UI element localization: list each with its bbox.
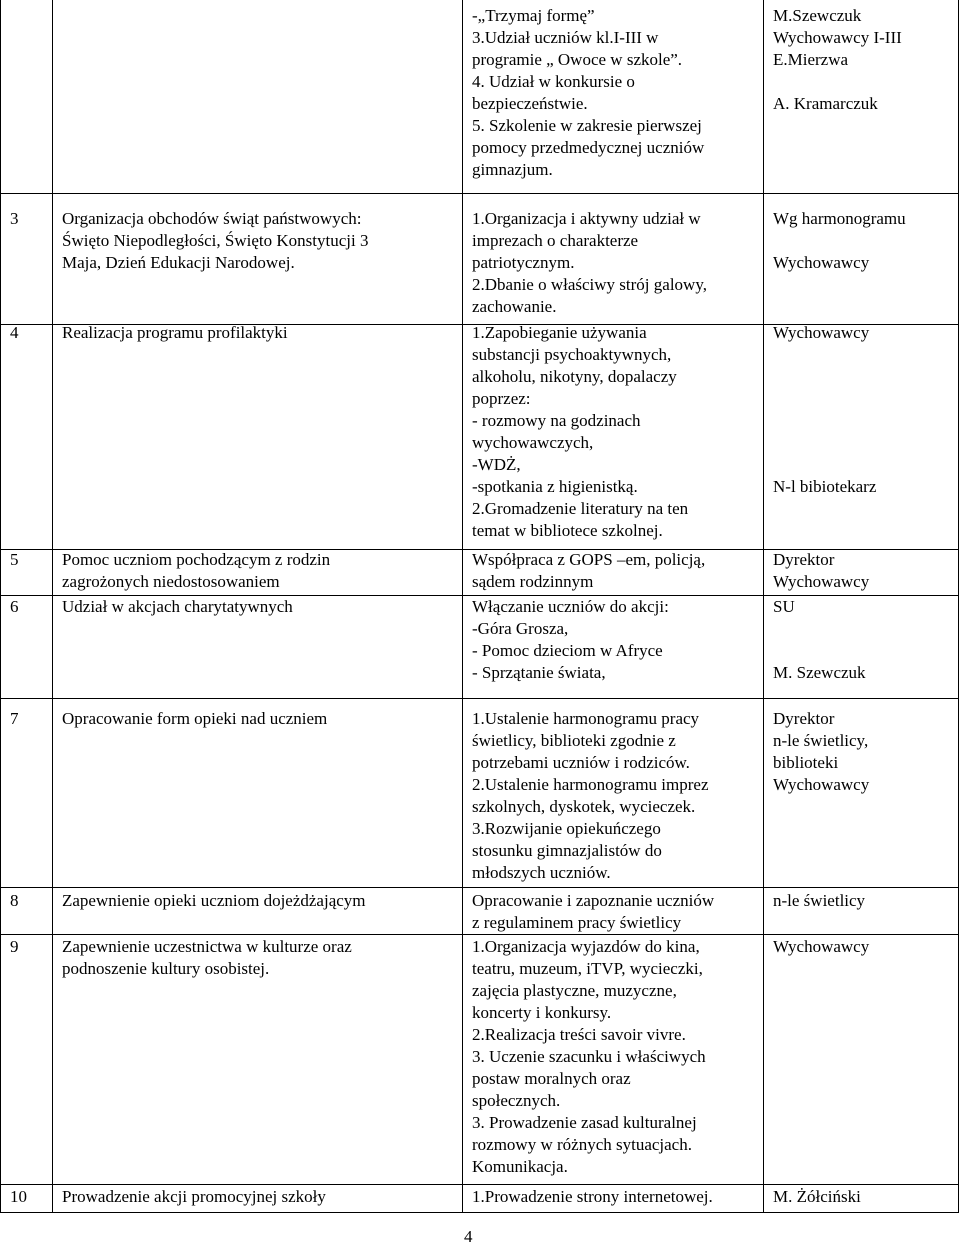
table-border-left <box>0 0 1 1213</box>
row-number: 3 <box>10 209 19 228</box>
row-divider <box>0 698 959 699</box>
row-divider <box>0 887 959 888</box>
row-responsible: Wychowawcy <box>773 937 870 956</box>
row-task: Realizacja programu profilaktyki <box>62 323 288 342</box>
row-description: 1.Zapobieganie używania substancji psychoaktywnych, alkoholu, nikotyny, dopalaczy poprzez: - rozmowy na godzinach wychowawczych, -WDŻ, -spotkania z higienistką. 2.Gromadzenie literatury na ten temat w bibliotece szkolnej. <box>472 323 689 540</box>
table-border-bottom <box>0 1212 959 1213</box>
row-divider <box>0 193 959 194</box>
row-description: Współpraca z GOPS –em, policją, sądem rodzinnym <box>472 550 706 591</box>
row-task: Organizacja obchodów świąt państwowych: Święto Niepodległości, Święto Konstytucji 3 Maja, Dzień Edukacji Narodowej. <box>62 209 369 272</box>
row-number: 9 <box>10 937 19 956</box>
table-border-right <box>958 0 959 1213</box>
row-responsible: SU M. Szewczuk <box>773 597 866 682</box>
row-task: Udział w akcjach charytatywnych <box>62 597 293 616</box>
row-number: 6 <box>10 597 19 616</box>
row-responsible: M.Szewczuk Wychowawcy I-III E.Mierzwa A. Kramarczuk <box>773 6 902 113</box>
row-number: 7 <box>10 709 19 728</box>
row-description: Opracowanie i zapoznanie uczniów z regulaminem pracy świetlicy <box>472 891 715 932</box>
row-description: 1.Ustalenie harmonogramu pracy świetlicy, biblioteki zgodnie z potrzebami uczniów i rodziców. 2.Ustalenie harmonogramu imprez szkolnych, dyskotek, wycieczek. 3.Rozwijanie opiekuńczego stosunku gimnazjalistów do młodszych uczniów. <box>472 709 709 882</box>
row-number: 10 <box>10 1187 27 1206</box>
row-number: 8 <box>10 891 19 910</box>
row-task: Zapewnienie uczestnictwa w kulturze oraz podnoszenie kultury osobistej. <box>62 937 352 978</box>
column-divider <box>763 0 764 1213</box>
row-responsible: n-le świetlicy <box>773 891 866 910</box>
row-task: Zapewnienie opieki uczniom dojeżdżającym <box>62 891 366 910</box>
row-responsible: Dyrektor n-le świetlicy, biblioteki Wychowawcy <box>773 709 870 794</box>
row-task: Opracowanie form opieki nad uczniem <box>62 709 328 728</box>
row-description: 1.Prowadzenie strony internetowej. <box>472 1187 713 1206</box>
row-description: 1.Organizacja i aktywny udział w imprezach o charakterze patriotycznym. 2.Dbanie o właściwy strój galowy, zachowanie. <box>472 209 707 316</box>
row-description: 1.Organizacja wyjazdów do kina, teatru, muzeum, iTVP, wycieczki, zajęcia plastyczne, muzyczne, koncerty i konkursy. 2.Realizacja treści savoir vivre. 3. Uczenie szacunku i właściwych postaw moralnych oraz społecznych. 3. Prowadzenie zasad kulturalnej rozmowy w różnych sytuacjach. Komunikacja. <box>472 937 706 1176</box>
row-task: Prowadzenie akcji promocyjnej szkoły <box>62 1187 326 1206</box>
row-description: -„Trzymaj formę” 3.Udział uczniów kl.I-III w programie „ Owoce w szkole”. 4. Udział w konkursie o bezpieczeństwie. 5. Szkolenie w zakresie pierwszej pomocy przedmedycznej uczniów gimnazjum. <box>472 6 705 179</box>
row-responsible: Wg harmonogramu Wychowawcy <box>773 209 906 272</box>
row-divider <box>0 1184 959 1185</box>
row-divider <box>0 934 959 935</box>
row-number: 4 <box>10 323 19 342</box>
row-number: 5 <box>10 550 19 569</box>
row-responsible: M. Żółciński <box>773 1187 861 1206</box>
column-divider <box>462 0 463 1213</box>
column-divider <box>52 0 53 1213</box>
row-description: Włączanie uczniów do akcji: -Góra Grosza, - Pomoc dzieciom w Afryce - Sprzątanie świata, <box>472 597 669 682</box>
row-responsible: Dyrektor Wychowawcy <box>773 550 870 591</box>
row-responsible: Wychowawcy N-l bibiotekarz <box>773 323 877 496</box>
row-task: Pomoc uczniom pochodzącym z rodzin zagrożonych niedostosowaniem <box>62 550 331 591</box>
page-number: 4 <box>464 1227 473 1246</box>
